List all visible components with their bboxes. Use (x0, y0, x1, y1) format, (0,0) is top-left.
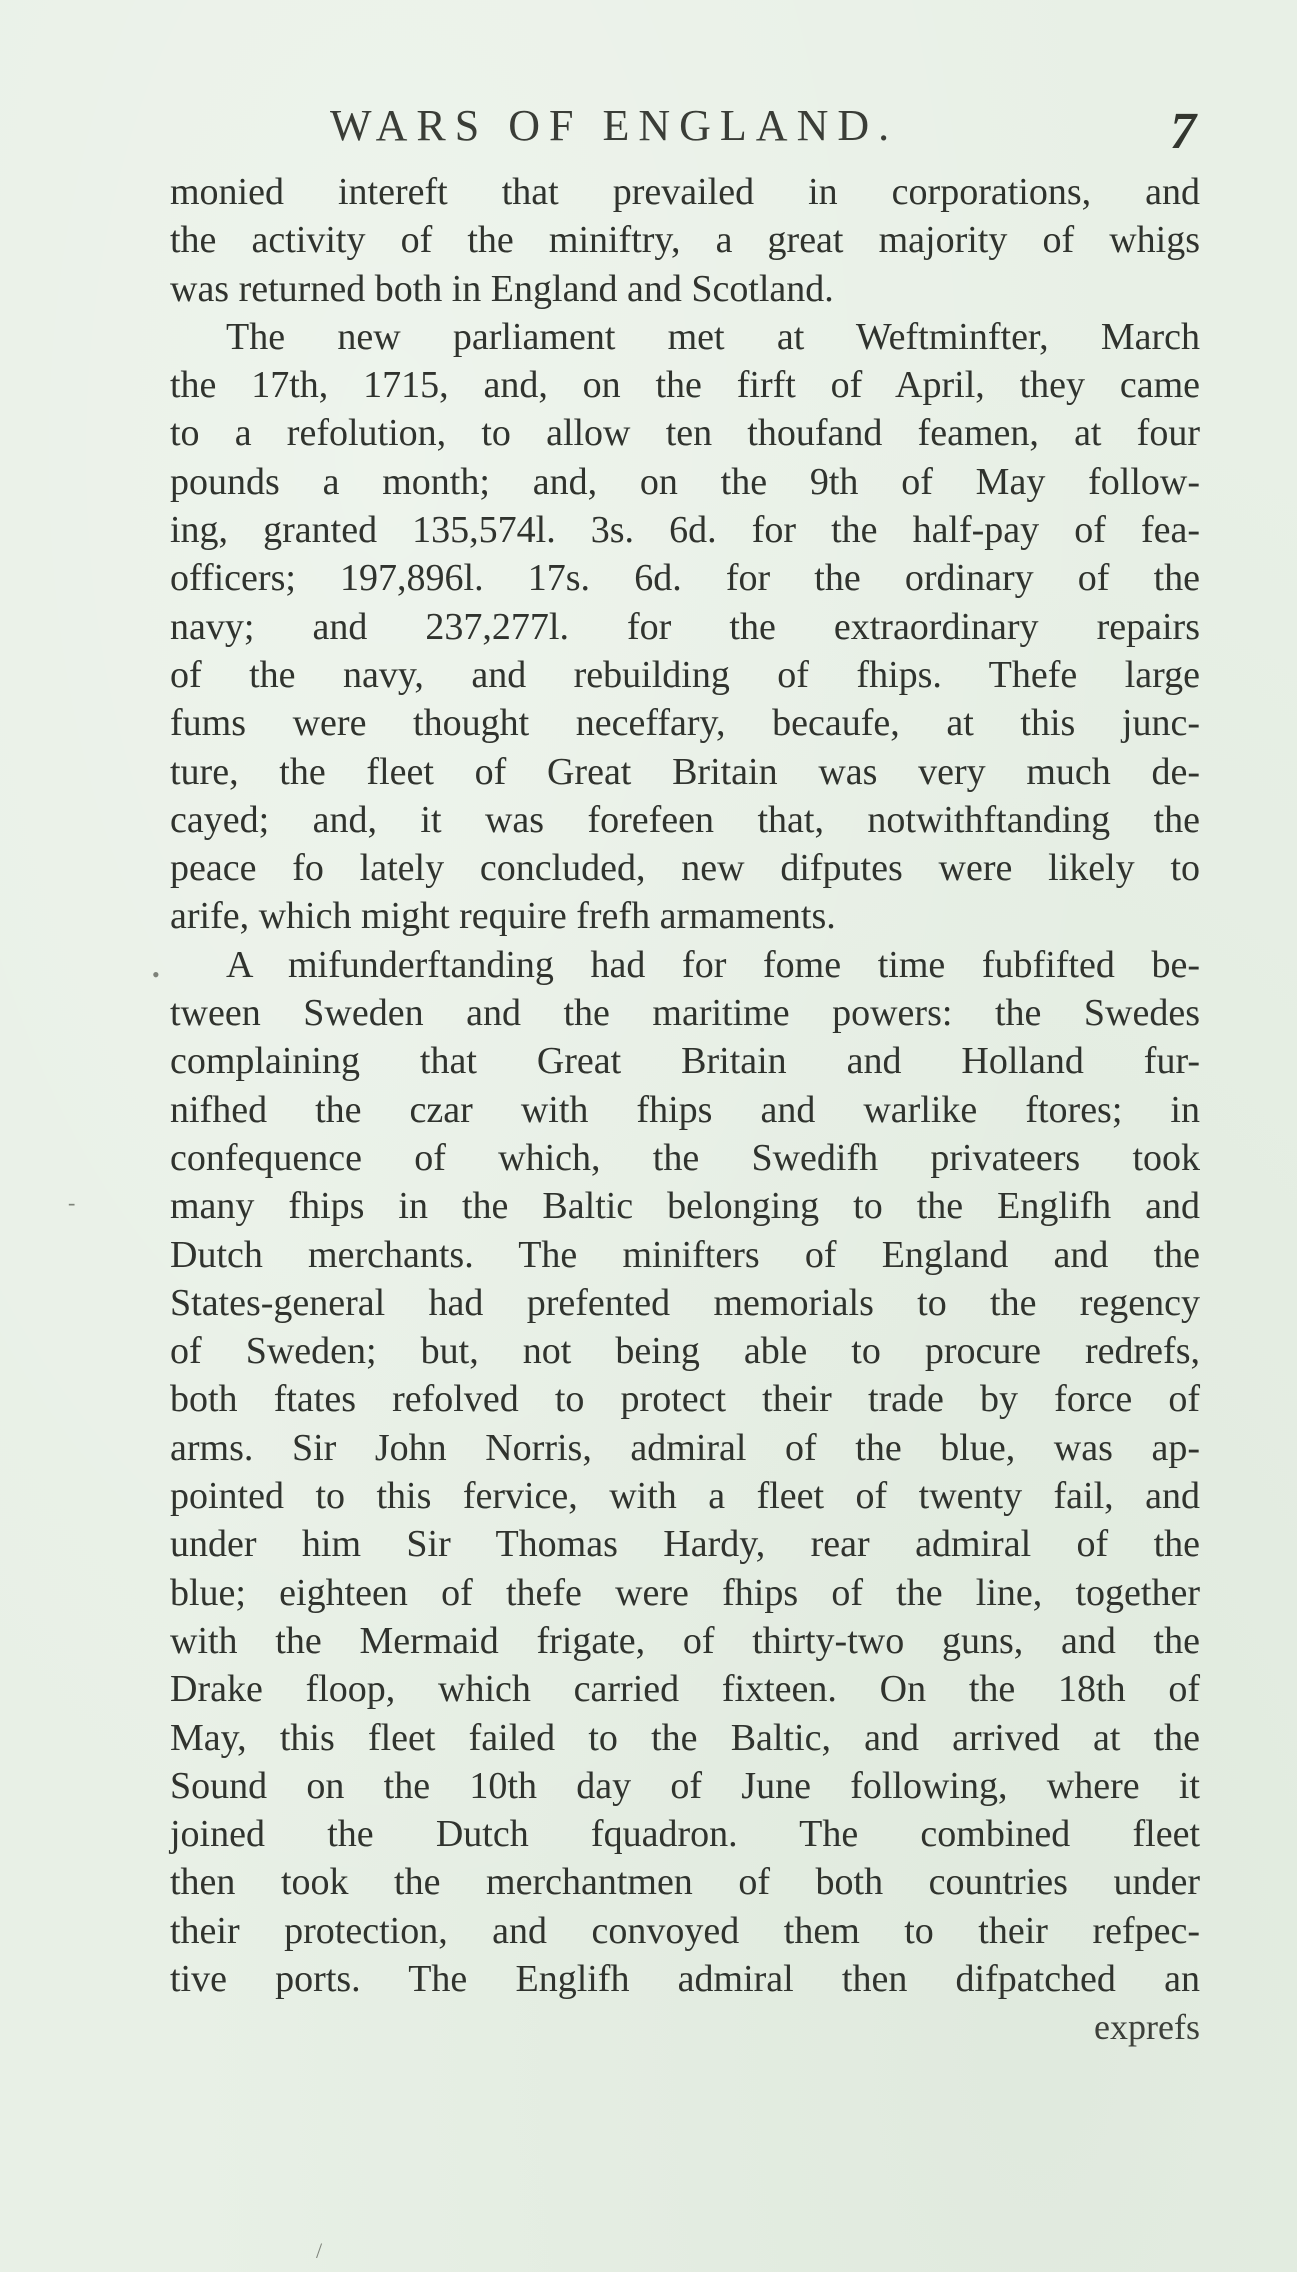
ink-speck: • (152, 962, 160, 987)
text-line: confequence of which, the Swedifh privateers took (170, 1136, 1200, 1179)
ink-speck: - (68, 1190, 76, 1215)
text-line: A mifunderftanding had for fome time fubfifted be- (226, 943, 1200, 986)
text-line: officers; 197,896l. 17s. 6d. for the ordinary of the (170, 557, 1200, 600)
text-line: tween Sweden and the maritime powers: the Swedes (170, 992, 1200, 1035)
text-line: the 17th, 1715, and, on the firft of April, they came (170, 364, 1200, 407)
text-line: was returned both in England and Scotland. (170, 267, 834, 310)
text-line: under him Sir Thomas Hardy, rear admiral of the (170, 1523, 1200, 1566)
text-line: Drake floop, which carried fixteen. On the 18th of (170, 1668, 1200, 1711)
text-line: with the Mermaid frigate, of thirty-two guns, and the (170, 1619, 1200, 1662)
text-line: pounds a month; and, on the 9th of May follow- (170, 460, 1200, 503)
text-line: the activity of the miniftry, a great majority of whigs (170, 219, 1200, 262)
text-line: then took the merchantmen of both countries under (170, 1861, 1200, 1904)
text-line: to a refolution, to allow ten thoufand feamen, at four (170, 412, 1200, 455)
text-line: navy; and 237,277l. for the extraordinary repairs (170, 605, 1200, 648)
page-number: 7 (1170, 103, 1196, 160)
text-line: their protection, and convoyed them to their refpec- (170, 1909, 1200, 1952)
text-line: May, this fleet failed to the Baltic, and arrived at the (170, 1716, 1200, 1759)
ink-speck: / (316, 2238, 323, 2263)
text-line: both ftates refolved to protect their trade by force of (170, 1378, 1200, 1421)
text-line: ture, the fleet of Great Britain was very much de- (170, 750, 1200, 793)
text-line: of the navy, and rebuilding of fhips. Thefe large (170, 653, 1200, 696)
text-line: arife, which might require frefh armaments. (170, 895, 836, 938)
text-line: ing, granted 135,574l. 3s. 6d. for the half-pay of fea- (170, 509, 1200, 552)
body-text (170, 168, 1200, 2047)
text-line: nifhed the czar with fhips and warlike ftores; in (170, 1088, 1200, 1131)
text-line: Dutch merchants. The minifters of England and the (170, 1233, 1200, 1276)
text-line: of Sweden; but, not being able to procure redrefs, (170, 1330, 1200, 1373)
text-line: States-general had prefented memorials to the regency (170, 1281, 1200, 1324)
text-line: peace fo lately concluded, new difputes were likely to (170, 847, 1200, 890)
running-title: WARS OF ENGLAND. (330, 101, 899, 150)
catchword: exprefs (1094, 2007, 1200, 2047)
text-line: monied intereft that prevailed in corporations, and (170, 171, 1200, 213)
text-line: blue; eighteen of thefe were fhips of the line, together (170, 1571, 1200, 1614)
text-line: The new parliament met at Weftminfter, March (226, 315, 1200, 358)
text-line: complaining that Great Britain and Holland fur- (170, 1040, 1200, 1083)
text-line: Sound on the 10th day of June following, where it (170, 1764, 1200, 1807)
text-line: many fhips in the Baltic belonging to the Englifh and (170, 1185, 1200, 1228)
text-line: pointed to this fervice, with a fleet of twenty fail, and (170, 1475, 1200, 1518)
text-line: arms. Sir John Norris, admiral of the blue, was ap- (170, 1426, 1200, 1469)
text-line: cayed; and, it was forefeen that, notwithftanding the (170, 798, 1200, 841)
text-line: fums were thought neceffary, becaufe, at this junc- (170, 702, 1200, 745)
text-line: joined the Dutch fquadron. The combined fleet (170, 1813, 1200, 1856)
text-line: tive ports. The Englifh admiral then difpatched an (170, 1957, 1200, 2000)
running-head (0, 100, 1297, 160)
